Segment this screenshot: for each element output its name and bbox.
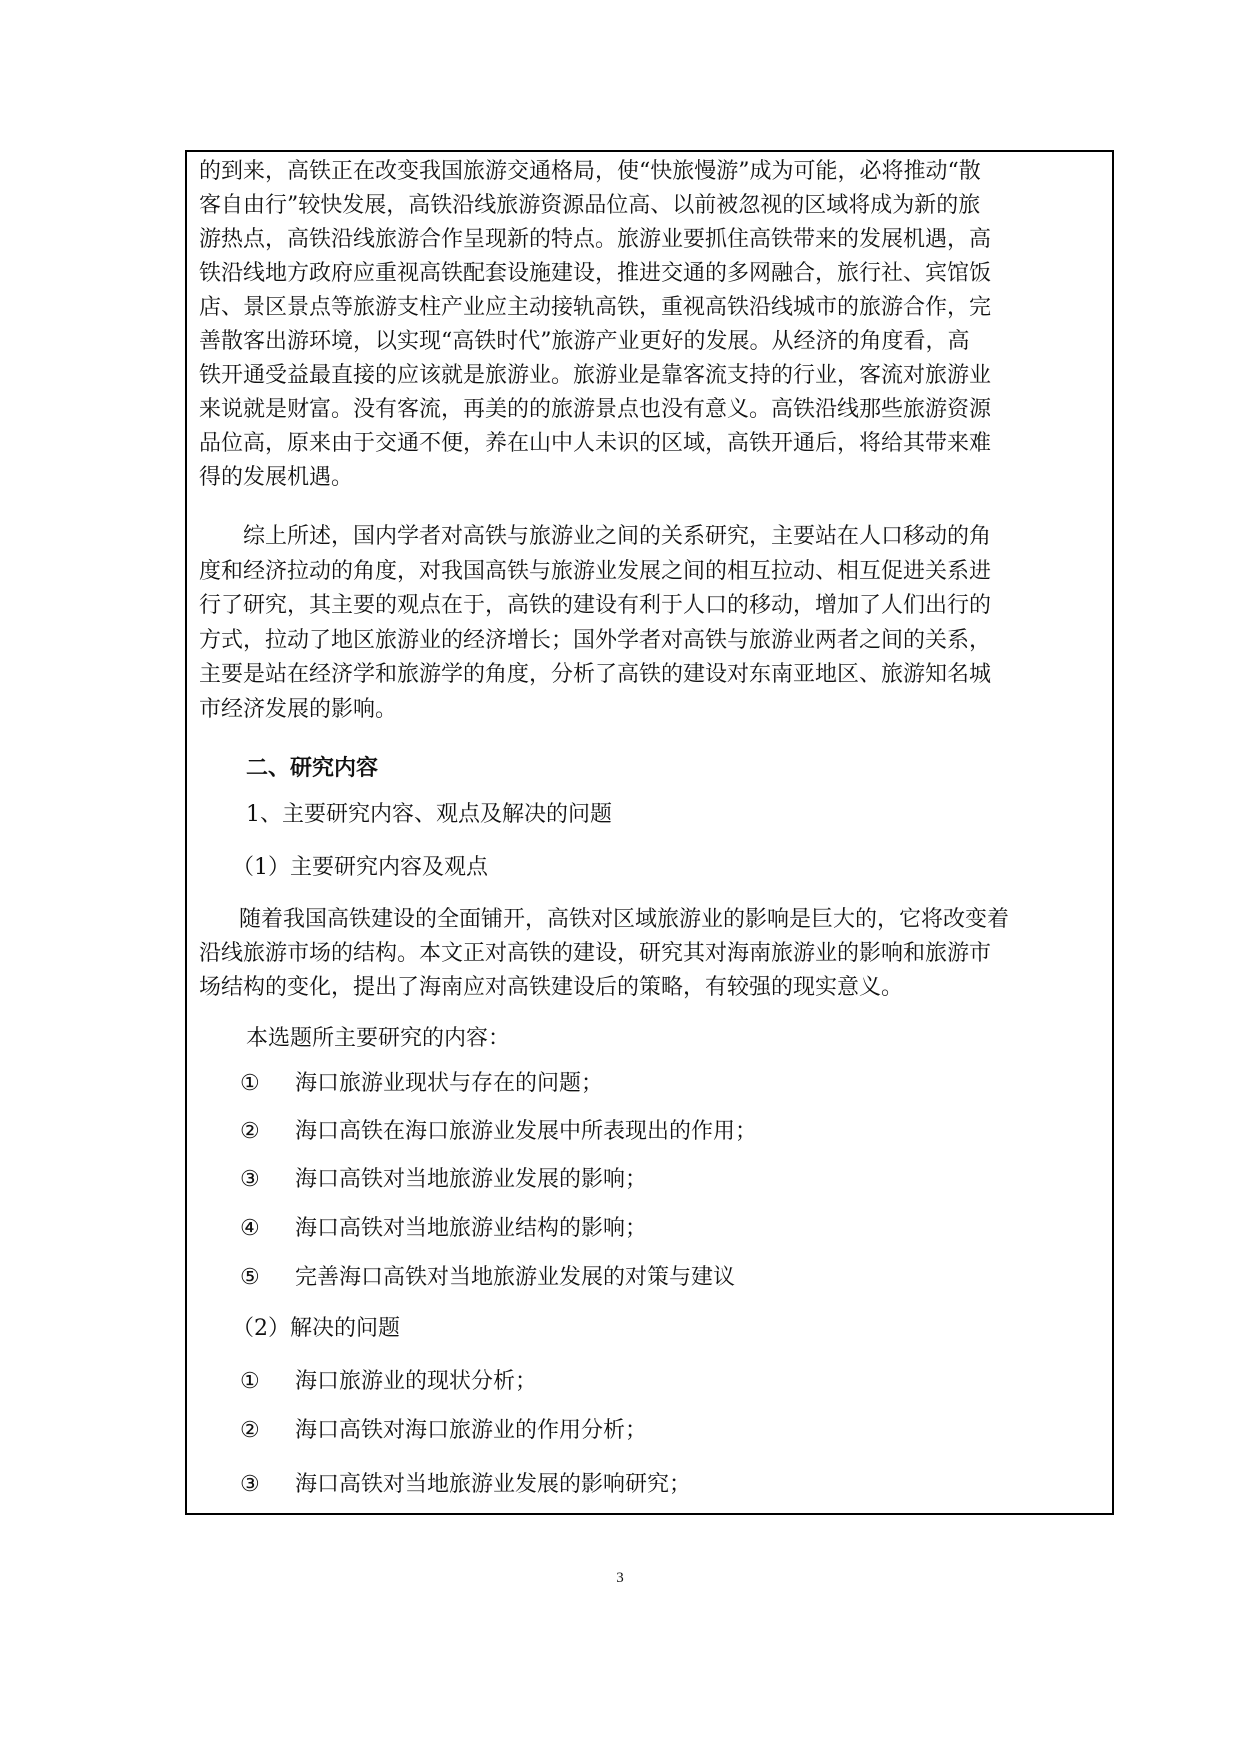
page-number: 3 [616,1570,624,1586]
paragraph-line: 店、景区景点等旅游支柱产业应主动接轨高铁，重视高铁沿线城市的旅游合作，完 [199,295,992,320]
paragraph-line: 善散客出游环境，以实现“高铁时代”旅游产业更好的发展。从经济的角度看，高 [199,329,970,354]
paragraph-line: 行了研究，其主要的观点在于，高铁的建设有利于人口的移动，增加了人们出行的 [199,593,992,618]
paragraph-line: 得的发展机遇。 [199,465,354,490]
list-item: 海口旅游业的现状分析； [295,1369,538,1394]
list-marker: ⑤ [240,1265,260,1290]
list-item: 海口高铁对海口旅游业的作用分析； [295,1418,648,1443]
paragraph-line: 随着我国高铁建设的全面铺开，高铁对区域旅游业的影响是巨大的，它将改变着 [239,907,1010,932]
subheading: 1、主要研究内容、观点及解决的问题 [246,802,612,827]
paragraph-line: 铁开通受益最直接的应该就是旅游业。旅游业是靠客流支持的行业，客流对旅游业 [199,363,992,388]
list-marker: ① [240,1071,260,1096]
list-item: 海口高铁对当地旅游业发展的影响； [295,1167,648,1192]
list-marker: ② [240,1119,260,1144]
paragraph-line: 客自由行”较快发展，高铁沿线旅游资源品位高、以前被忽视的区域将成为新的旅 [199,193,981,218]
paragraph-line: 市经济发展的影响。 [199,696,398,722]
paragraph-line: 来说就是财富。没有客流，再美的的旅游景点也没有意义。高铁沿线那些旅游资源 [199,397,992,422]
paragraph-line: 度和经济拉动的角度，对我国高铁与旅游业发展之间的相互拉动、相互促进关系进 [199,558,992,584]
subheading: （2）解决的问题 [232,1316,400,1341]
section-heading: 二、研究内容 [246,755,379,781]
list-item: 完善海口高铁对当地旅游业发展的对策与建议 [295,1265,736,1290]
paragraph-line: 的到来，高铁正在改变我国旅游交通格局，使“快旅慢游”成为可能，必将推动“散 [199,159,981,184]
paragraph-line: 主要是站在经济学和旅游学的角度，分析了高铁的建设对东南亚地区、旅游知名城 [199,662,992,687]
list-marker: ③ [240,1167,260,1192]
list-marker: ③ [240,1472,260,1497]
subheading: （1）主要研究内容及观点 [232,855,488,880]
paragraph-line: 方式，拉动了地区旅游业的经济增长；国外学者对高铁与旅游业两者之间的关系， [199,627,992,653]
paragraph-line: 游热点，高铁沿线旅游合作呈现新的特点。旅游业要抓住高铁带来的发展机遇，高 [199,227,992,252]
paragraph-line: 场结构的变化，提出了海南应对高铁建设后的策略，有较强的现实意义。 [199,975,904,1000]
list-marker: ④ [240,1216,260,1241]
list-marker: ① [240,1369,260,1394]
paragraph-line: 品位高，原来由于交通不便，养在山中人未识的区域，高铁开通后，将给其带来难 [199,431,992,456]
paragraph-line: 铁沿线地方政府应重视高铁配套设施建设，推进交通的多网融合，旅行社、宾馆饭 [199,261,992,286]
list-item: 海口高铁对当地旅游业发展的影响研究； [295,1472,692,1497]
list-marker: ② [240,1418,260,1443]
paragraph-line: 沿线旅游市场的结构。本文正对高铁的建设，研究其对海南旅游业的影响和旅游市 [199,941,992,966]
list-item: 海口旅游业现状与存在的问题； [295,1071,604,1096]
list-intro: 本选题所主要研究的内容： [246,1026,511,1051]
list-item: 海口高铁在海口旅游业发展中所表现出的作用； [295,1119,758,1144]
list-item: 海口高铁对当地旅游业结构的影响； [295,1216,648,1241]
paragraph-line: 综上所述，国内学者对高铁与旅游业之间的关系研究，主要站在人口移动的角 [243,524,992,549]
